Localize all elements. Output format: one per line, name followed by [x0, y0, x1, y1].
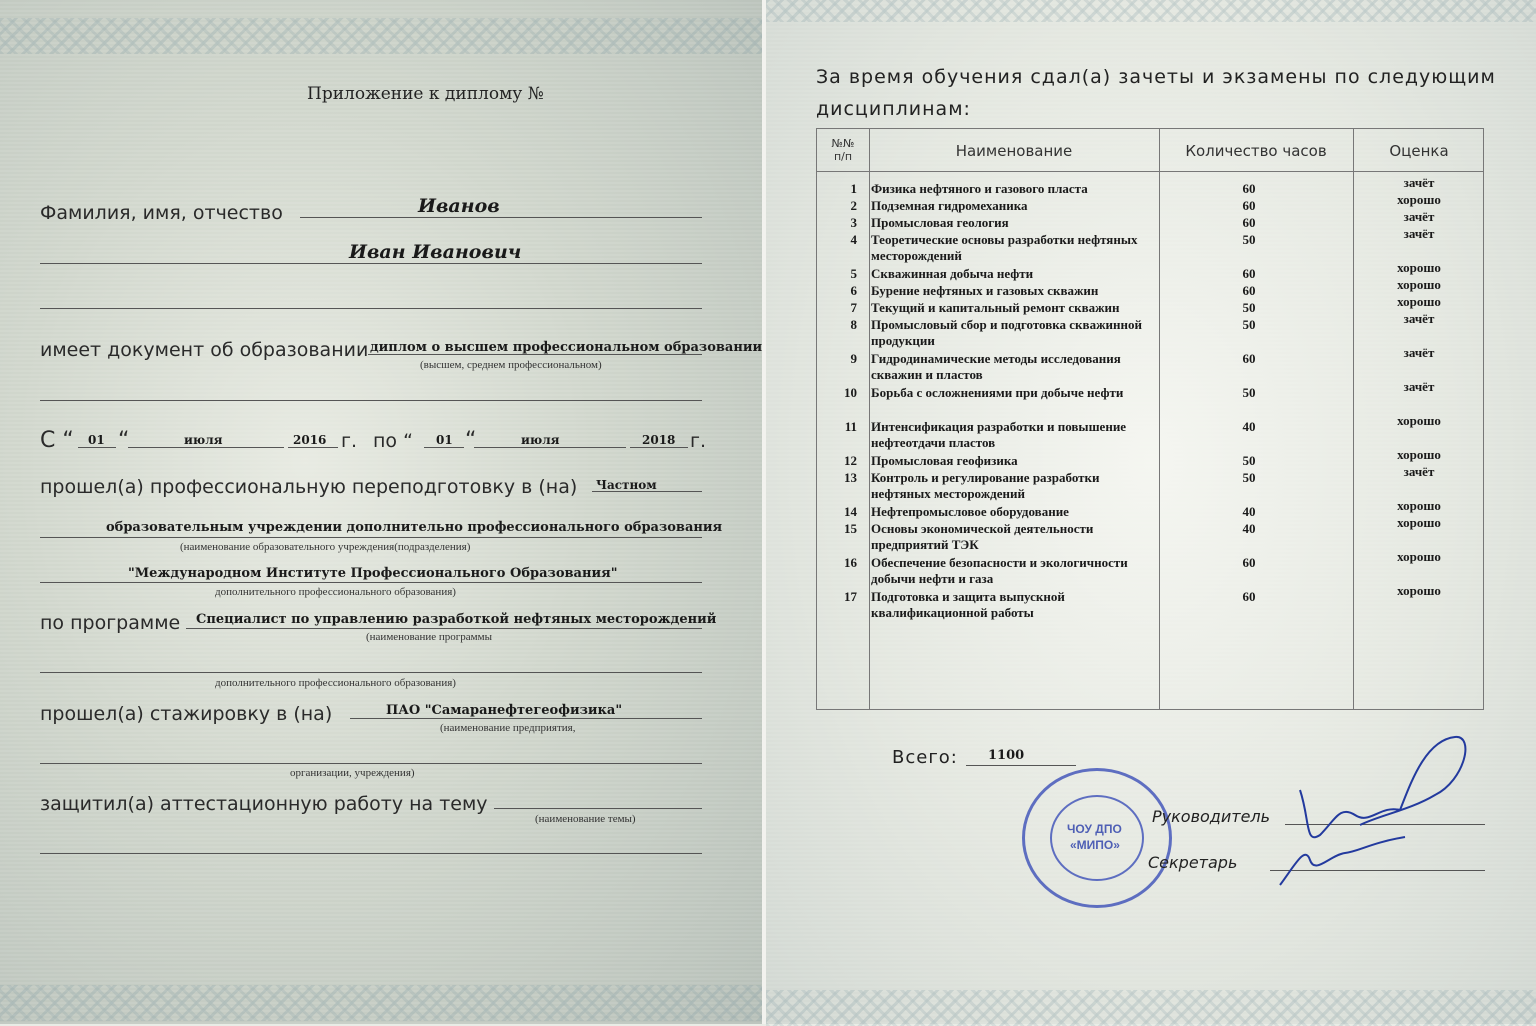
date-from-quote: “: [118, 428, 130, 453]
row-number: 13: [844, 470, 857, 485]
row-grade: хорошо: [1397, 192, 1441, 207]
appendix-left-page: [0, 0, 762, 1024]
retraining-value-2: образовательным учреждении дополнительно профессионального образования: [106, 520, 723, 535]
col-header-hours: Количество часов: [1185, 142, 1327, 160]
row-subject-name: Физика нефтяного и газового пласта: [871, 181, 1088, 196]
row-number: 15: [844, 521, 857, 536]
head-signature-label: Руководитель: [1152, 807, 1271, 826]
row-hours: 60: [1242, 589, 1256, 604]
appendix-title: Приложение к диплому №: [307, 84, 544, 104]
total-label: Всего:: [892, 747, 958, 768]
name-value: Иван Иванович: [349, 241, 522, 263]
row-subject-name: Интенсификация разработки и повышение нефтеотдачи пластов: [871, 419, 1127, 450]
subjects-heading-line-1: За время обучения сдал(а) зачеты и экзамены по следующим: [816, 66, 1496, 88]
thesis-hint: (наименование темы): [535, 813, 636, 825]
row-subject-name: Теоретические основы разработки нефтяных месторождений: [871, 232, 1138, 263]
internship-hint-2: организации, учреждения): [290, 767, 415, 779]
row-grade: хорошо: [1397, 498, 1441, 513]
row-grade: зачёт: [1403, 464, 1435, 479]
row-number: 8: [850, 317, 857, 332]
row-subject-name: Бурение нефтяных и газовых скважин: [871, 283, 1099, 298]
retraining-value-3: "Международном Институте Профессионального Образования": [128, 566, 618, 581]
row-number: 9: [850, 351, 857, 366]
ornamental-border-bottom: [0, 985, 762, 1021]
internship-value: ПАО "Самаранефтегеофизика": [386, 703, 623, 718]
internship-label: прошел(а) стажировку в (на): [40, 703, 333, 725]
row-subject-name: Промысловый сбор и подготовка скважинной продукции: [871, 317, 1142, 348]
row-number: 10: [844, 385, 857, 400]
row-hours: 60: [1242, 555, 1256, 570]
row-hours: 50: [1242, 453, 1256, 468]
row-grade: хорошо: [1397, 549, 1441, 564]
row-hours: 60: [1242, 215, 1256, 230]
retraining-hint-2: дополнительного профессионального образования): [215, 586, 456, 598]
row-hours: 50: [1242, 385, 1256, 400]
date-to-year: 2018: [642, 433, 676, 447]
row-number: 5: [850, 266, 857, 281]
row-subject-name: Основы экономической деятельности предприятий ТЭК: [871, 521, 1094, 552]
row-hours: 60: [1242, 198, 1256, 213]
row-hours: 50: [1242, 470, 1256, 485]
retraining-value-1: Частном: [596, 478, 657, 492]
row-number: 16: [844, 555, 857, 570]
surname-value: Иванов: [418, 195, 500, 217]
ornamental-border-top-right: [766, 0, 1536, 22]
subjects-table: [816, 128, 1484, 710]
row-hours: 40: [1242, 521, 1256, 536]
row-hours: 60: [1242, 181, 1256, 196]
ornamental-border-bottom-right: [766, 990, 1536, 1026]
row-grade: хорошо: [1397, 447, 1441, 462]
row-grade: зачёт: [1403, 226, 1435, 241]
row-number: 11: [844, 419, 857, 434]
program-value: Специалист по управлению разработкой нефтяных месторождений: [196, 612, 717, 627]
row-number: 6: [850, 283, 857, 298]
head-signature-icon: [1300, 737, 1465, 837]
row-hours: 60: [1242, 283, 1256, 298]
date-from-year-suffix: г.: [341, 430, 358, 452]
row-number: 12: [844, 453, 857, 468]
secretary-signature-label: Секретарь: [1148, 853, 1238, 872]
internship-hint-1: (наименование предприятия,: [440, 722, 576, 734]
date-to-quote: “: [465, 428, 477, 453]
row-hours: 50: [1242, 232, 1256, 247]
ornamental-border-top: [0, 18, 762, 54]
row-hours: 50: [1242, 300, 1256, 315]
date-from-day: 01: [88, 433, 105, 447]
row-grade: зачёт: [1403, 379, 1435, 394]
stamp-org-abbr: «МИПО»: [1070, 838, 1120, 852]
row-subject-name: Обеспечение безопасности и экологичности добычи нефти и газа: [871, 555, 1128, 586]
row-subject-name: Контроль и регулирование разработки нефтяных месторождений: [871, 470, 1100, 501]
fio-label: Фамилия, имя, отчество: [40, 202, 283, 224]
program-hint-1: (наименование программы: [366, 631, 492, 643]
row-hours: 40: [1242, 419, 1256, 434]
row-grade: зачёт: [1403, 345, 1435, 360]
row-subject-name: Промысловая геология: [871, 215, 1009, 230]
subjects-heading-line-2: дисциплинам:: [816, 98, 971, 120]
retraining-label: прошел(а) профессиональную переподготовку в (на): [40, 476, 578, 498]
row-grade: хорошо: [1397, 515, 1441, 530]
date-from-year: 2016: [293, 433, 327, 447]
row-grade: хорошо: [1397, 583, 1441, 598]
row-hours: 50: [1242, 317, 1256, 332]
total-value: 1100: [988, 748, 1025, 763]
row-subject-name: Подземная гидромеханика: [871, 198, 1028, 213]
row-grade: хорошо: [1397, 413, 1441, 428]
stamp-org-name: ЧОУ ДПО: [1067, 822, 1122, 836]
row-subject-name: Гидродинамические методы исследования скважин и пластов: [871, 351, 1121, 382]
row-subject-name: Скважинная добыча нефти: [871, 266, 1034, 281]
row-hours: 60: [1242, 351, 1256, 366]
education-doc-hint: (высшем, среднем профессиональном): [420, 359, 602, 371]
secretary-signature-icon: [1280, 837, 1405, 885]
retraining-hint-1: (наименование образовательного учреждения(подразделения): [180, 541, 471, 553]
date-to-month: июля: [521, 433, 560, 447]
col-header-name: Наименование: [955, 142, 1073, 160]
row-number: 7: [850, 300, 857, 315]
row-subject-name: Текущий и капитальный ремонт скважин: [871, 300, 1120, 315]
row-subject-name: Подготовка и защита выпускной квалификационной работы: [871, 589, 1065, 620]
program-label: по программе: [40, 612, 181, 634]
signatures: [1260, 725, 1490, 895]
row-grade: зачёт: [1403, 209, 1435, 224]
row-number: 1: [850, 181, 857, 196]
row-number: 2: [850, 198, 857, 213]
row-grade: хорошо: [1397, 277, 1441, 292]
row-number: 4: [850, 232, 857, 247]
education-doc-value: диплом о высшем профессиональном образовании: [370, 340, 763, 355]
row-hours: 60: [1242, 266, 1256, 281]
education-doc-label: имеет документ об образовании: [40, 339, 369, 361]
row-grade: зачёт: [1403, 311, 1435, 326]
date-from-prefix: С “: [40, 428, 74, 453]
row-hours: 40: [1242, 504, 1256, 519]
row-subject-name: Нефтепромысловое оборудование: [871, 504, 1069, 519]
col-header-number-line-1: №№: [831, 137, 855, 150]
date-to-suffix: г.: [690, 430, 707, 452]
col-header-grade: Оценка: [1389, 142, 1449, 160]
row-grade: хорошо: [1397, 260, 1441, 275]
row-grade: хорошо: [1397, 294, 1441, 309]
row-subject-name: Борьба с осложнениями при добыче нефти: [871, 385, 1124, 400]
col-header-number: [817, 137, 869, 163]
row-subject-name: Промысловая геофизика: [871, 453, 1018, 468]
row-number: 17: [844, 589, 857, 604]
program-hint-2: дополнительного профессионального образования): [215, 677, 456, 689]
col-header-number-line-2: п/п: [833, 150, 853, 163]
row-number: 3: [850, 215, 857, 230]
date-to-day: 01: [436, 433, 453, 447]
date-from-month: июля: [184, 433, 223, 447]
row-grade: зачёт: [1403, 175, 1435, 190]
row-number: 14: [844, 504, 857, 519]
date-to-prefix: по “: [373, 430, 413, 452]
thesis-label: защитил(а) аттестационную работу на тему: [40, 793, 488, 815]
